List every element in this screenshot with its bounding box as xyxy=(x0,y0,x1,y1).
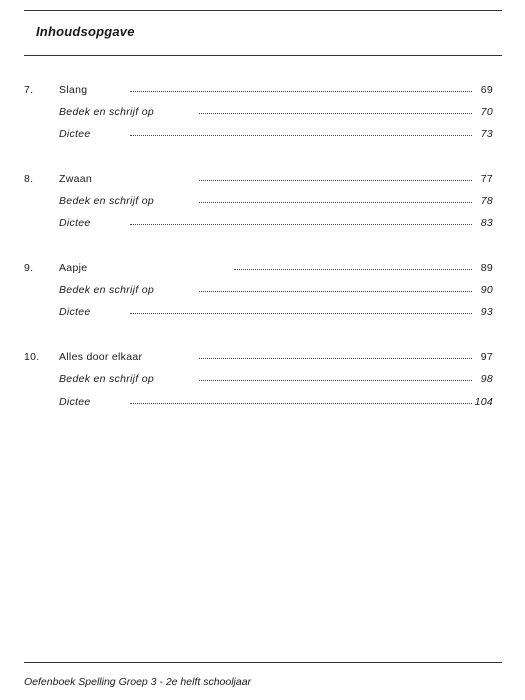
toc-entry-8-bedek[interactable] xyxy=(0,194,525,208)
page-number: 89 xyxy=(480,262,493,274)
section-title: Aapje xyxy=(59,262,88,274)
page-number: 78 xyxy=(480,195,493,207)
section-number: 9. xyxy=(24,262,34,274)
toc-entry-10-bedek[interactable] xyxy=(0,372,525,386)
page-number: 69 xyxy=(480,84,493,96)
section-title: Zwaan xyxy=(59,173,93,185)
dot-leader xyxy=(199,113,472,114)
dot-leader xyxy=(234,269,472,270)
dot-leader xyxy=(199,380,472,381)
section-number: 8. xyxy=(24,173,34,185)
toc-section-9[interactable] xyxy=(0,261,525,275)
page-title: Inhoudsopgave xyxy=(36,24,135,39)
entry-title: Bedek en schrijf op xyxy=(59,195,155,207)
footer-rule xyxy=(24,662,502,663)
toc-entry-7-dictee[interactable] xyxy=(0,127,525,141)
page-number: 70 xyxy=(480,106,493,118)
entry-title: Bedek en schrijf op xyxy=(59,106,155,118)
toc-entry-10-dictee[interactable] xyxy=(0,395,525,409)
page-number: 77 xyxy=(480,173,493,185)
entry-title: Bedek en schrijf op xyxy=(59,373,155,385)
dot-leader xyxy=(199,202,472,203)
dot-leader xyxy=(130,224,472,225)
dot-leader xyxy=(130,135,472,136)
dot-leader xyxy=(130,91,472,92)
section-title: Slang xyxy=(59,84,88,96)
page-number: 98 xyxy=(480,373,493,385)
page-number: 104 xyxy=(474,396,493,408)
entry-title: Dictee xyxy=(59,396,91,408)
page-number: 73 xyxy=(480,128,493,140)
page-number: 93 xyxy=(480,306,493,318)
entry-title: Dictee xyxy=(59,306,91,318)
entry-title: Dictee xyxy=(59,128,91,140)
section-title: Alles door elkaar xyxy=(59,351,143,363)
dot-leader xyxy=(199,180,472,181)
section-number: 7. xyxy=(24,84,34,96)
dot-leader xyxy=(130,403,472,404)
toc-section-7[interactable] xyxy=(0,83,525,97)
entry-title: Bedek en schrijf op xyxy=(59,284,155,296)
toc-entry-9-dictee[interactable] xyxy=(0,305,525,319)
toc-entry-9-bedek[interactable] xyxy=(0,283,525,297)
toc-section-10[interactable] xyxy=(0,350,525,364)
page-number: 97 xyxy=(480,351,493,363)
page-number: 83 xyxy=(480,217,493,229)
entry-title: Dictee xyxy=(59,217,91,229)
toc-entry-8-dictee[interactable] xyxy=(0,216,525,230)
page-number: 90 xyxy=(480,284,493,296)
dot-leader xyxy=(199,291,472,292)
dot-leader xyxy=(199,358,472,359)
toc-section-8[interactable] xyxy=(0,172,525,186)
toc-entry-7-bedek[interactable] xyxy=(0,105,525,119)
section-number: 10. xyxy=(24,351,40,363)
footer-text: Oefenboek Spelling Groep 3 - 2e helft schooljaar xyxy=(24,676,252,688)
dot-leader xyxy=(130,313,472,314)
